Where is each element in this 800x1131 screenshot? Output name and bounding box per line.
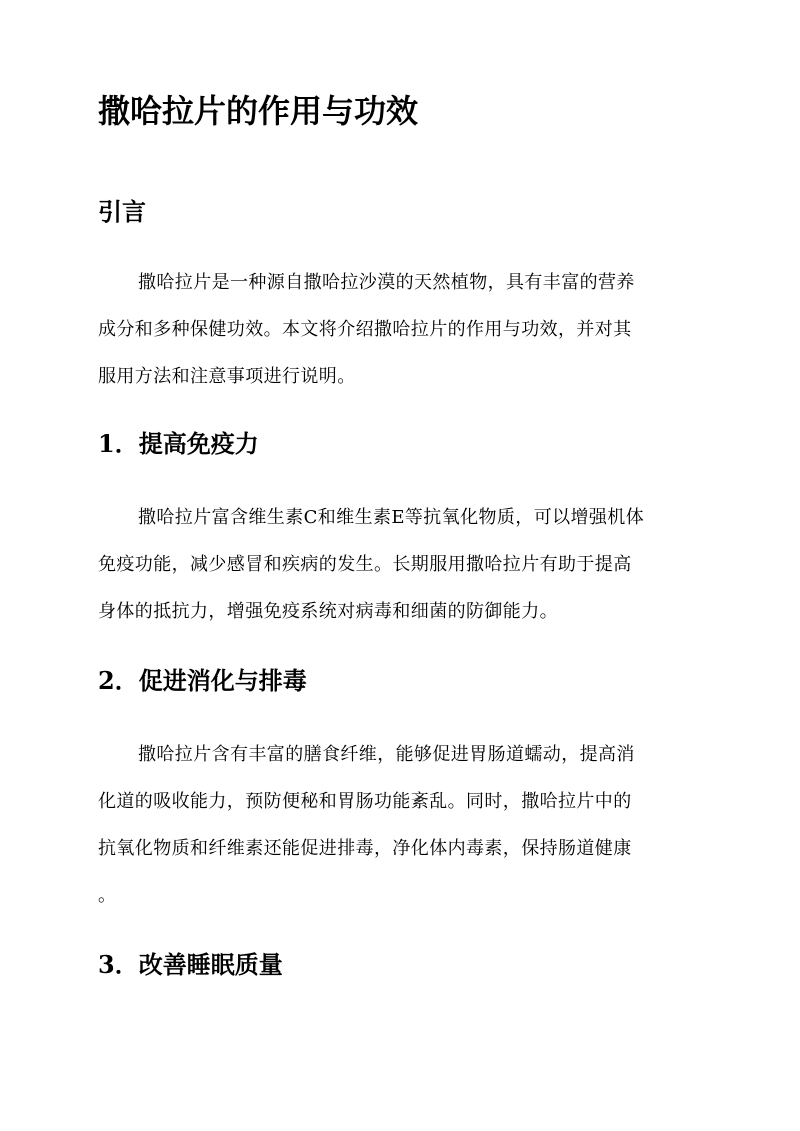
paragraph-line: 撒哈拉片是一种源自撒哈拉沙漠的天然植物，具有丰富的营养 — [138, 272, 635, 293]
paragraph-line: 撒哈拉片富含维生素C和维生素E等抗氧化物质，可以增强机体 — [138, 507, 645, 528]
section-heading-digestion: 2．促进消化与排毒 — [98, 666, 307, 695]
paragraph-line: 成分和多种保健功效。本文将介绍撒哈拉片的作用与功效，并对其 — [98, 319, 632, 340]
document-title: 撒哈拉片的作用与功效 — [98, 92, 419, 130]
paragraph-line: 撒哈拉片含有丰富的膳食纤维，能够促进胃肠道蠕动，提高消 — [138, 744, 635, 765]
paragraph-line: 抗氧化物质和纤维素还能促进排毒，净化体内毒素，保持肠道健康 — [98, 838, 632, 859]
section-heading-sleep: 3．改善睡眠质量 — [98, 950, 283, 979]
paragraph-line: 服用方法和注意事项进行说明。 — [98, 366, 356, 387]
paragraph-line: 。 — [98, 885, 117, 906]
paragraph-line: 化道的吸收能力，预防便秘和胃肠功能紊乱。同时，撒哈拉片中的 — [98, 791, 632, 812]
intro-heading: 引言 — [98, 197, 146, 226]
paragraph-line: 免疫功能，减少感冒和疾病的发生。长期服用撒哈拉片有助于提高 — [98, 554, 632, 575]
intro-paragraph — [98, 259, 702, 400]
paragraph-line: 身体的抵抗力，增强免疫系统对病毒和细菌的防御能力。 — [98, 601, 558, 622]
section-heading-immunity: 1．提高免疫力 — [98, 429, 259, 458]
section-paragraph-immunity — [98, 494, 702, 635]
section-paragraph-digestion — [98, 731, 702, 919]
